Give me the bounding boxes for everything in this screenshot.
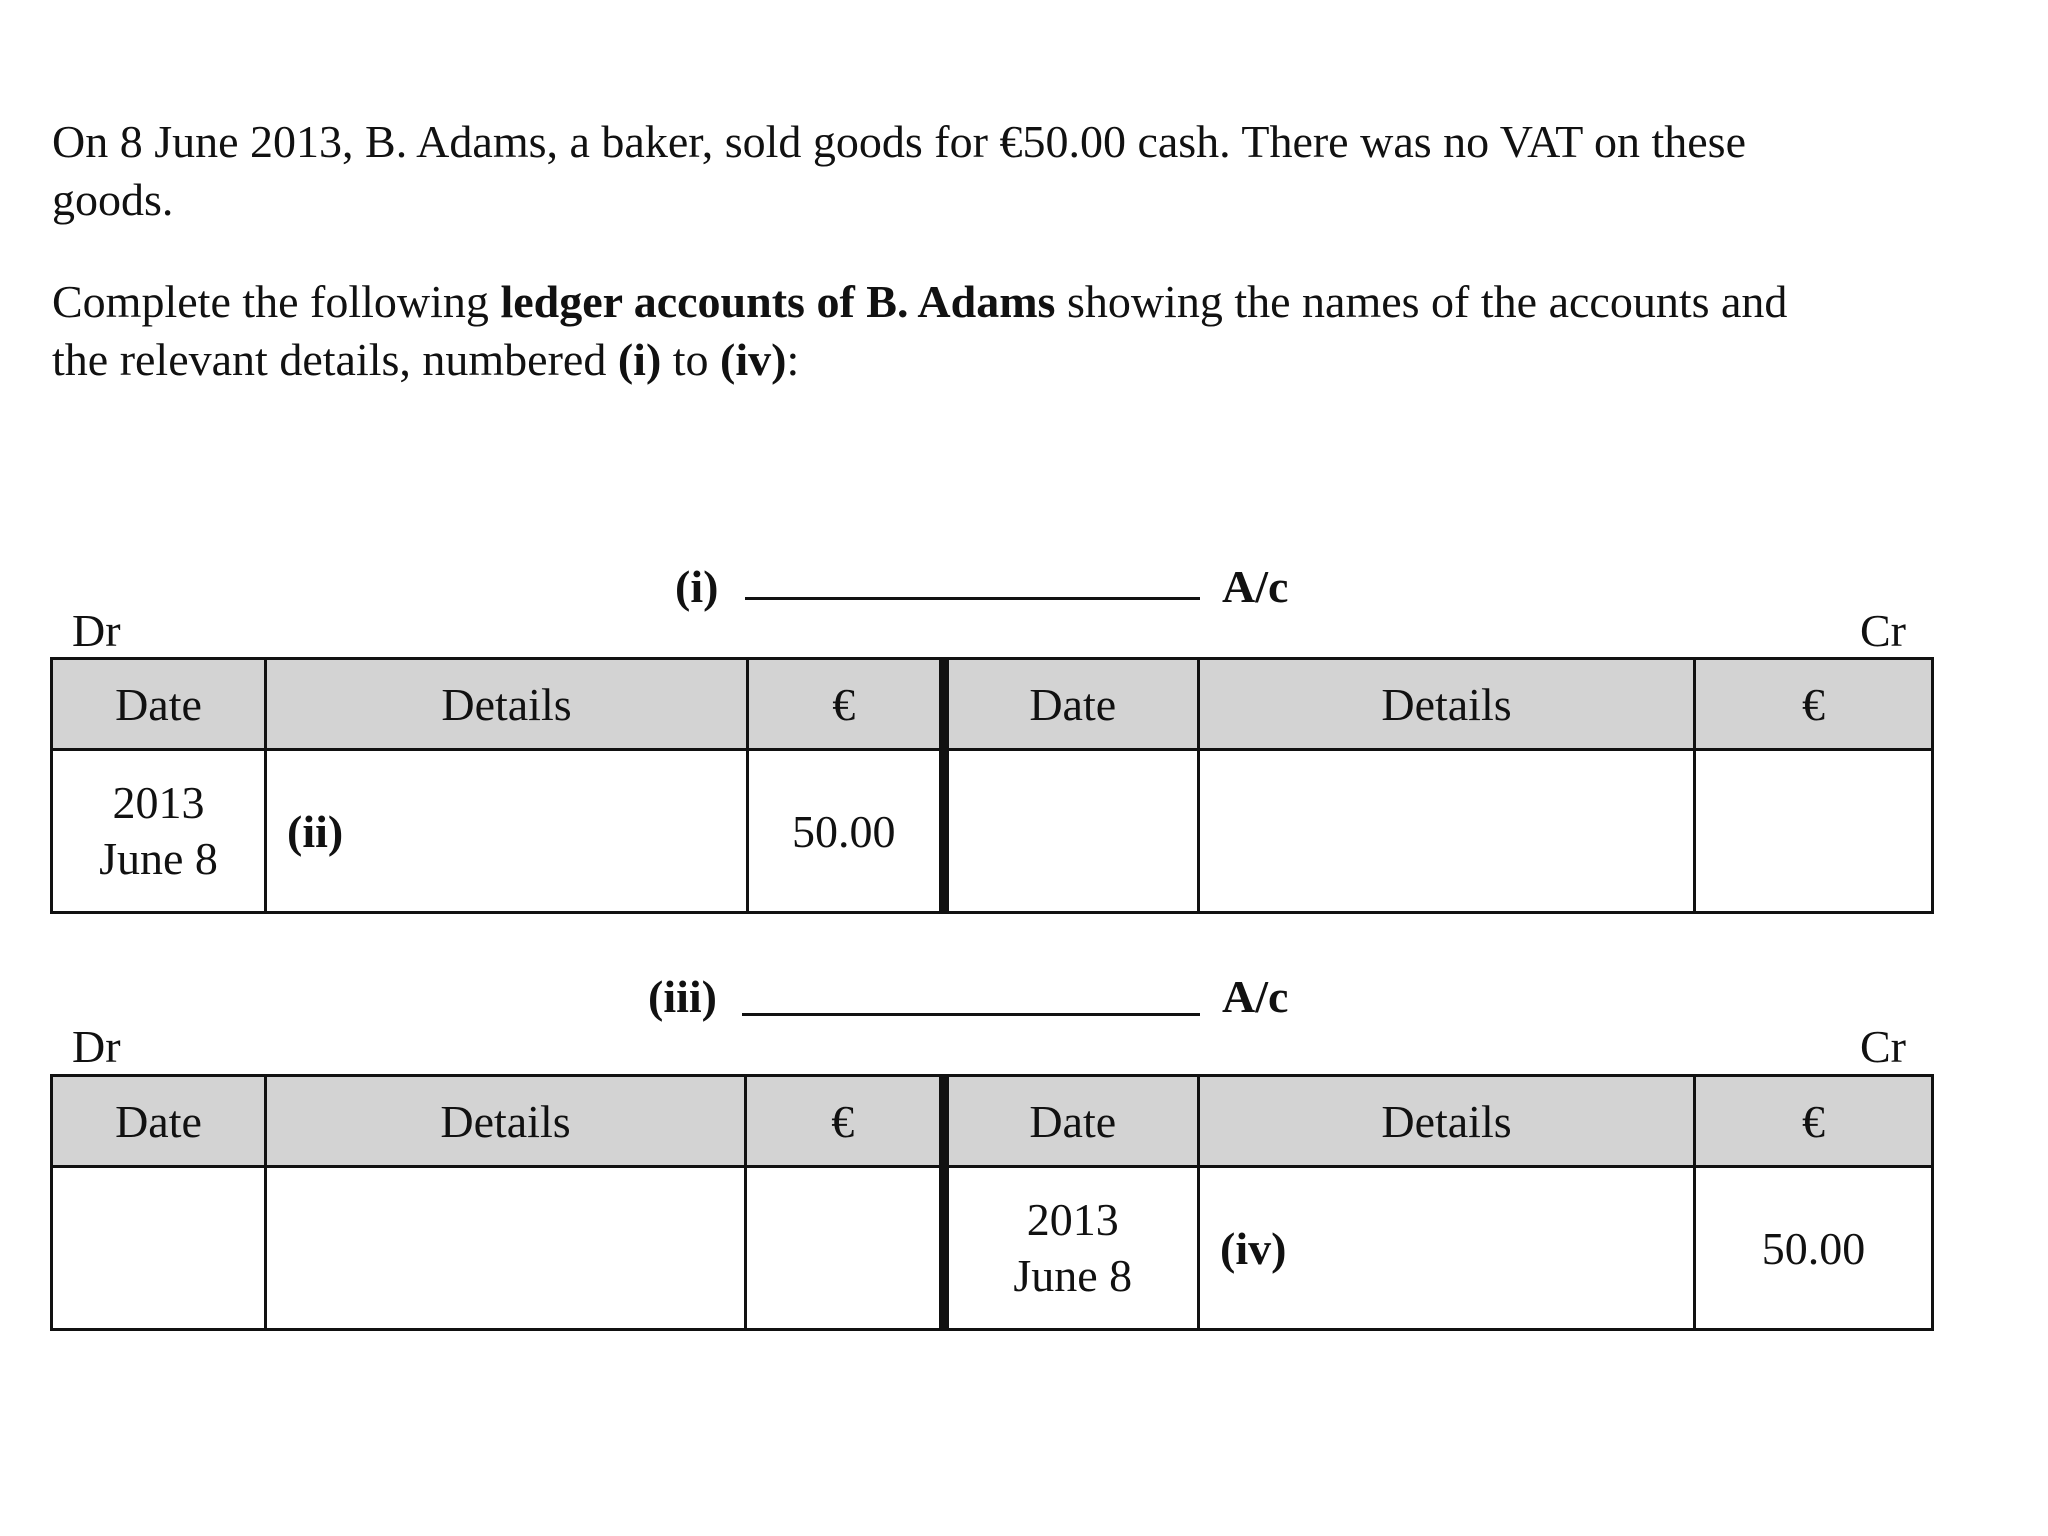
account-1-suffix: A/c [1222,561,1289,612]
cr-amount-cell[interactable] [1695,750,1933,913]
header-details: Details [266,659,748,750]
account-1-title [0,560,2048,620]
account-2-suffix: A/c [1222,971,1289,1022]
instruction-text [52,273,1952,389]
account-1-dr-label: Dr [72,605,121,656]
instruction-ref-i: (i) [617,334,662,385]
cr-date-cell [944,1167,1199,1330]
instruction-part: showing the names of the accounts and [1055,276,1788,327]
instruction-part: the relevant details, numbered [52,334,618,385]
dr-date-cell[interactable] [52,1167,266,1330]
account-2-number: (iii) [648,971,717,1022]
instruction-bold: ledger accounts of B. Adams [500,276,1056,327]
instruction-part: : [786,334,800,385]
ledger-entry-row [52,1167,1933,1330]
ledger-entry-row [52,750,1933,913]
ledger-header-row [52,1076,1933,1167]
instruction-part: to [661,334,721,385]
header-date: Date [52,659,266,750]
cr-date-year: 2013 [1026,1194,1119,1245]
header-date: Date [52,1076,266,1167]
dr-date-day: June 8 [99,833,218,884]
account-2-title [0,970,2048,1030]
header-amount: € [1695,1076,1933,1167]
cr-amount-cell: 50.00 [1695,1167,1933,1330]
account-1-name-blank[interactable] [745,597,1200,600]
cr-details-cell[interactable]: (iv) [1199,1167,1695,1330]
cr-date-cell[interactable] [944,750,1199,913]
account-2-dr-label: Dr [72,1021,121,1072]
account-1-cr-label: Cr [1860,605,1906,656]
dr-amount-cell[interactable] [746,1167,944,1330]
dr-amount-cell: 50.00 [748,750,944,913]
header-details: Details [1199,1076,1695,1167]
header-amount: € [748,659,944,750]
instruction-part: Complete the following [52,276,501,327]
question-line-2: goods. [52,174,174,225]
account-2-cr-label: Cr [1860,1021,1906,1072]
question-text [52,113,1952,229]
dr-details-cell[interactable]: (ii) [266,750,748,913]
header-date: Date [944,659,1199,750]
instruction-ref-iv: (iv) [720,334,787,385]
account-2-ledger [50,1074,1934,1331]
header-amount: € [746,1076,944,1167]
header-details: Details [266,1076,746,1167]
header-amount: € [1695,659,1933,750]
cr-details-cell[interactable] [1199,750,1695,913]
dr-date-cell [52,750,266,913]
account-2-name-blank[interactable] [742,1013,1200,1016]
dr-details-cell[interactable] [266,1167,746,1330]
dr-date-year: 2013 [112,777,205,828]
header-details: Details [1199,659,1695,750]
ledger-header-row [52,659,1933,750]
question-line-1: On 8 June 2013, B. Adams, a baker, sold goods for €50.00 cash. There was no VAT on these [52,116,1747,167]
header-date: Date [944,1076,1199,1167]
account-1-number: (i) [675,561,719,612]
account-1-ledger [50,657,1934,914]
cr-date-day: June 8 [1013,1250,1133,1301]
